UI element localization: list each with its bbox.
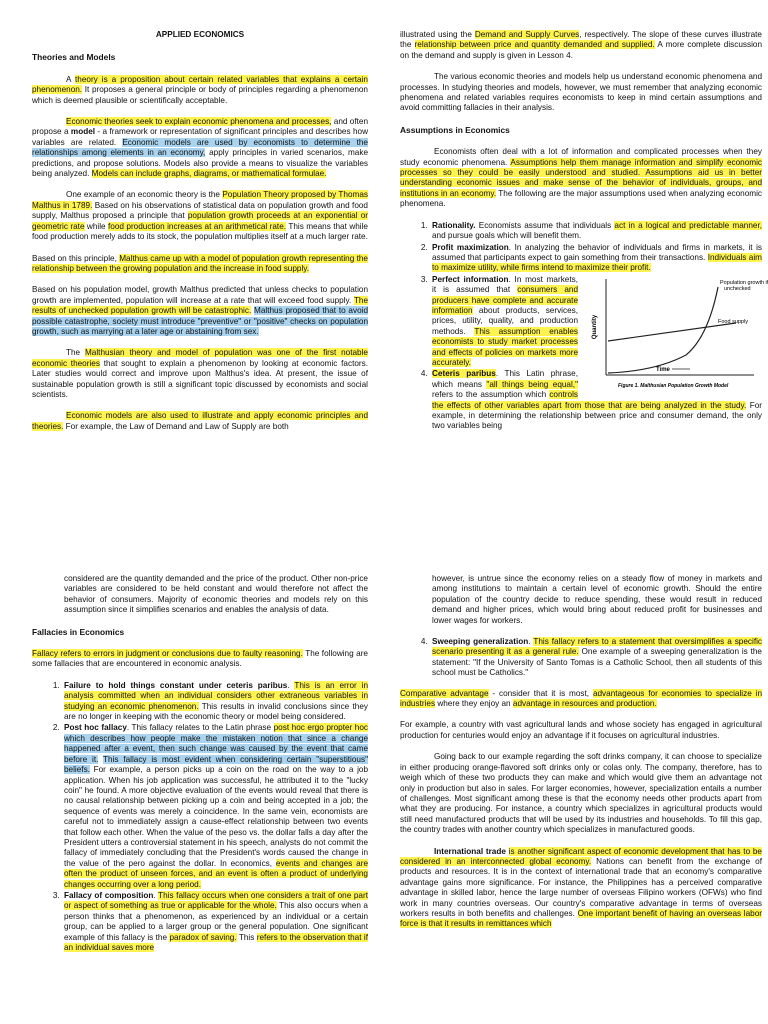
economic-models-paragraph — [32, 411, 368, 432]
list-item — [62, 723, 368, 890]
population-model-paragraph — [32, 285, 368, 337]
item-label: Post hoc fallacy — [64, 723, 127, 733]
page1-right-column — [400, 30, 768, 442]
item-label: Failure to hold things constant under ceteris paribus — [64, 680, 288, 690]
text: and often propose a — [32, 117, 368, 137]
theories-heading: Theories and Models — [32, 52, 116, 63]
assumptions-list — [400, 220, 768, 432]
text: It proposes a general principle or body of principles regarding a phenomenon which is deemed plausible or scientifically acceptable. — [32, 85, 368, 105]
list-item — [430, 243, 762, 274]
text: . — [528, 637, 534, 647]
population-curve — [608, 287, 718, 373]
highlight: This assumption enables economists to study market processes and effects of policies on markets more accurately. — [432, 326, 578, 367]
text: This also occurs when a person thinks that a phenomenon, as experienced by an individual or a certain group, can be applied to a larger group or the general population. One significant example of this fallacy is the — [64, 901, 368, 942]
text: refers to the assumption which — [432, 390, 550, 400]
text: For example, the Law of Demand and Law of Supply are both — [63, 421, 289, 431]
highlight: events and changes are often the product of unseen forces, and an event is often a product of underlying changes occurring over a long period. — [64, 858, 368, 889]
highlight: advantageous for economies to specialize in industries — [400, 688, 763, 709]
text: . In analyzing the behavior of individuals and firms in markets, it is assumed that participants expect to gain something from their transactions. — [432, 242, 762, 262]
text: - a framework or representation of significant principles and describes how variables are related. — [32, 127, 368, 147]
text: Based on his observations of statistical data on population growth and food supply, Malthus proposed a principle that — [32, 200, 368, 221]
principle-paragraph — [32, 254, 368, 275]
highlight: Comparative advantage — [400, 688, 489, 698]
item-label: Fallacy of composition — [64, 890, 154, 900]
text: The following are the major assumptions used when analyzing economic phenomena. — [400, 188, 762, 209]
international-trade-paragraph — [400, 847, 762, 930]
fallacies-list-continued — [400, 637, 762, 679]
blue-highlight: Economic models are used by economists to determine the relationships among elements in an economy, — [32, 137, 368, 158]
highlight: This fallacy refers to a statement that oversimplifies a specific scenario presenting it as a general rule. — [432, 637, 763, 657]
text: This means that while food production merely adds to its stock, the population multiplies itself at a much larger rate. — [32, 221, 368, 242]
list-item — [430, 637, 762, 679]
assumptions-heading: Assumptions in Economics — [400, 124, 510, 135]
blue-highlight: Malthus proposed that to avoid possible catastrophe, society must introduce "preventive" or "positive" checks on population growth, such as marrying at a later age or abstaining from sex. — [32, 306, 369, 336]
malthusian-theory-paragraph — [32, 348, 368, 400]
ceteris-paribus-continuation: considered are the quantity demanded and the price of the product. Other non-price variables are considered to be held constant and would therefore not affect the behavior of consumers. Majority of economic theories and models rely on this assumption since it simplifies scenarios and enables the analysis of data. — [64, 574, 368, 615]
text: Based on this principle, — [32, 253, 120, 263]
text: A — [66, 74, 76, 84]
fallacies-list — [32, 681, 368, 954]
text: One example of a sweeping generalization is the statement: "If the University of Santo Tomas is a Catholic School, then all students of this school must be Catholics." — [432, 647, 762, 678]
page1-left-column — [32, 30, 368, 443]
bold-term: model — [70, 127, 96, 137]
item-label: Ceteris paribus — [432, 369, 496, 379]
text: One example of an economic theory is the — [66, 190, 223, 200]
text: The — [66, 348, 85, 358]
highlight: advantage in resources and production. — [512, 699, 657, 709]
list-item — [62, 891, 368, 953]
population-curve-label: Population growth if — [720, 279, 768, 286]
document-title: APPLIED ECONOMICS — [155, 30, 245, 39]
highlight: refers to the observation that if an individual saves more — [64, 932, 369, 952]
highlight: act in a logical and predictable manner, — [614, 220, 762, 230]
highlight: Individuals aim to maximize utility, while firms intend to maximize their profit. — [432, 252, 763, 273]
highlight: This fallacy occurs when one considers a trait of one part or aspect of something as true or applicable for the whole. — [64, 890, 368, 911]
highlight: paradox of saving. — [169, 932, 237, 942]
figure-caption: Figure 1. Malthusian Population Growth Model — [618, 382, 729, 389]
population-curve-label: unchecked — [724, 285, 751, 292]
item-label: Perfect information — [432, 274, 509, 284]
text: illustrated using the — [400, 30, 475, 39]
highlight: One important benefit of having an overseas labor force is that it results in remittances which — [400, 908, 762, 929]
blue-highlight: which describes how people make the mistaken notion that since a change happened after a event, then such change was caused by the event that came before it. — [64, 733, 368, 764]
fallacies-heading: Fallacies in Economics — [32, 626, 125, 637]
text: apply principles in varied scenarios, make predictions, and propose solutions. Models also provide a means to visualize the variables being analyzed. — [32, 148, 368, 179]
highlight: Fallacy refers to errors in judgment or conclusions due to faulty reasoning. — [32, 649, 303, 659]
highlight: relationship between price and quantity demanded and supplied. — [414, 40, 655, 50]
text: while — [84, 221, 109, 231]
y-axis-label: 3. Quantity — [592, 314, 598, 339]
highlight: consumers and producers have complete and accurate information — [432, 285, 579, 315]
theory-paragraph — [32, 75, 368, 106]
text: Economists often deal with a lot of information and complicated processes when they study economic phenomena. — [400, 147, 762, 167]
highlight: Economic models are also used to illustrate and apply economic principles and theories. — [32, 411, 368, 431]
highlight: is another significant aspect of economic development that has to be considered in an interconnected global economy. — [400, 846, 762, 866]
text: where they enjoy an — [435, 699, 513, 709]
highlight: population growth proceeds at an exponential or geometric rate — [32, 211, 368, 231]
food-supply-label: Food supply — [718, 318, 748, 325]
text: For example, in determining the relationship between price and consumer demand, the only two variables being — [432, 400, 762, 431]
highlight: Population Theory proposed by Thomas Malthus in 1789. — [32, 190, 369, 210]
bold-term: International trade — [434, 846, 506, 856]
text: For example, a person picks up a coin on the road on the way to a job application. When his job application was successful, he attributed it to the "lucky coin" he found. A more objective evaluation of the events would reveal that there is no causal relationship between picking up a coin and being accepted in a job; the sequence of events was merely a coincidence. In the same vein, economists are careful not to immediately assign a cause-effect relationship between two events that follow each other. When the value of the peso vs. the dollar falls a day after the President utters a controversial statement in his speech, analysts do not commit the fallacy of immediately concluding that the President's words caused the change in the value of the pero against the dollar. In economics, — [64, 765, 368, 868]
page2-left-column — [32, 574, 368, 963]
text: , respectively. The slope of these curves illustrate the — [400, 30, 762, 50]
text: A more complete discussion on the demand and supply is given in Lesson 4. — [400, 40, 762, 60]
highlight: Economic theories seek to explain economic phenomena and processes, — [66, 117, 332, 127]
demand-supply-paragraph — [400, 30, 762, 61]
text: that sought to explain a phenomenon by looking at economic factors. Later studies would correct and improve upon Malthus's idea. At present, the issue of sustainable population growth is still a significant topic discussed by economists and social scientists. — [32, 358, 368, 399]
highlight: The results of unchecked population growth will be catastrophic. — [32, 295, 368, 316]
text: and pursue goals which will benefit them. — [432, 231, 582, 241]
list-item — [430, 221, 762, 242]
x-axis-label: Time — [656, 366, 670, 373]
page-gap — [0, 540, 768, 566]
population-growth-chart — [586, 275, 768, 393]
text: Based on his population model, growth Malthus predicted that unless checks to population growth are implemented, population will increase at a rate that will exceed food supply. — [32, 285, 368, 305]
blue-highlight: This fallacy is most evident when considering certain "superstitious" beliefs. — [64, 754, 368, 775]
highlight: post hoc ergo propter hoc — [273, 723, 369, 733]
highlight: This is an error in analysis committed when an individual considers other extraneous variables in studying an economic phenomenon. — [64, 680, 368, 711]
highlight: "all things being equal," — [486, 379, 578, 389]
food-supply-line — [608, 323, 736, 341]
malthus-example-paragraph — [32, 190, 368, 242]
text: Economists assume that individuals — [475, 220, 615, 230]
text: . — [153, 890, 159, 900]
list-item — [62, 681, 368, 723]
various-theories-paragraph: The various economic theories and models help us understand economic phenomena and processes. In studying theories and models, however, we must remember that analyzing economic phenomena and related variables requires economists to keep in mind certain assumptions and avoid committing fallacies in their analysis. — [400, 72, 762, 113]
text: about products, services, prices, utility, quality, and production methods. — [432, 305, 578, 336]
text: - consider that it is most, — [488, 688, 593, 698]
comparative-advantage-paragraph — [400, 689, 762, 710]
soft-drinks-paragraph: Going back to our example regarding the soft drinks company, it can choose to specialize in either producing orange-flavored soft drinks only or colas only. The company, therefore, has to weigh which of these two products they can make and which would give them an advantage not only in production but also in sales. For larger economies, however, specialization entails a number of challenges. Most significant among these is that the economy needs other products apart from what they are producing. For instance, a country which specializes in agricultural products would still need manufactured products that will be used by its industries and households. To fill this gap, the country trades with another country which specializes in manufactured goods. — [400, 752, 762, 835]
text: . This Latin phrase, which means — [432, 369, 579, 389]
text: Nations can benefit from the exchange of products and resources. It is in the context of international trade that an economy's comparative advantage gains more significance. For instance, the Philippines has a perceived comparative advantage in skilled labor, hence the large number of overseas Filipino workers (OFWs) who find work in many countries overseas. Our country's comparative advantage in terms of overseas workers results in both benefits and challenges. — [400, 856, 762, 918]
highlight: food production increases at an arithmetical rate. — [108, 221, 287, 231]
item-label: Profit maximization — [432, 242, 509, 252]
highlight: Demand and Supply Curves — [474, 30, 580, 39]
agricultural-example-paragraph: For example, a country with vast agricultural lands and whose society has engaged in agricultural production for centuries would enjoy an advantage if it focuses on agricultural industries. — [400, 720, 762, 740]
paradox-continuation: however, is untrue since the economy relies on a steady flow of money in markets and among institutions to maintain a certain level of economic growth. Should the entire population of the country decide to reduce spending, these would result in reduced demand and higher prices, which would bring about reduced profit for businesses and lower wages for workers. — [432, 574, 762, 625]
economic-theories-paragraph — [32, 117, 368, 179]
highlight: Malthusian theory and model of population was one of the first notable economic theories — [32, 348, 368, 368]
text: . This fallacy relates to the Latin phrase — [126, 723, 274, 733]
item-label: Sweeping generalization — [432, 637, 529, 647]
highlight: Assumptions help them manage information and simplify economic processes so they could be easily understood and studied. Assumptions aid us in better understanding economic issues and make sense of the behavior of individuals, groups, and institutions in an economy. — [400, 157, 762, 198]
highlight: Models can include graphs, diagrams, or mathematical formulae. — [91, 169, 327, 179]
text: This — [236, 932, 257, 942]
text: . — [287, 680, 295, 690]
text: This results in invalid conclusions since they are no longer in keeping with the economic theory or model being considered. — [64, 701, 369, 722]
text: . In most markets, it is assumed that — [432, 274, 578, 295]
text: The following are some fallacies that are encountered in economic analysis. — [32, 649, 368, 669]
fallacy-intro-paragraph — [32, 649, 368, 670]
highlight: theory is a proposition about certain related variables that explains a certain phenomenon. — [32, 74, 368, 95]
highlight: controls the effects of other variables apart from those that are being analyzed in the study. — [432, 390, 747, 410]
highlight: Malthus came up with a model of population growth representing the relationship between the growing population and the increase in food supply. — [32, 253, 368, 273]
page2-right-column — [400, 574, 762, 941]
malthusian-figure — [586, 275, 768, 393]
item-label: Rationality. — [432, 220, 476, 230]
assumptions-intro-paragraph — [400, 147, 762, 209]
